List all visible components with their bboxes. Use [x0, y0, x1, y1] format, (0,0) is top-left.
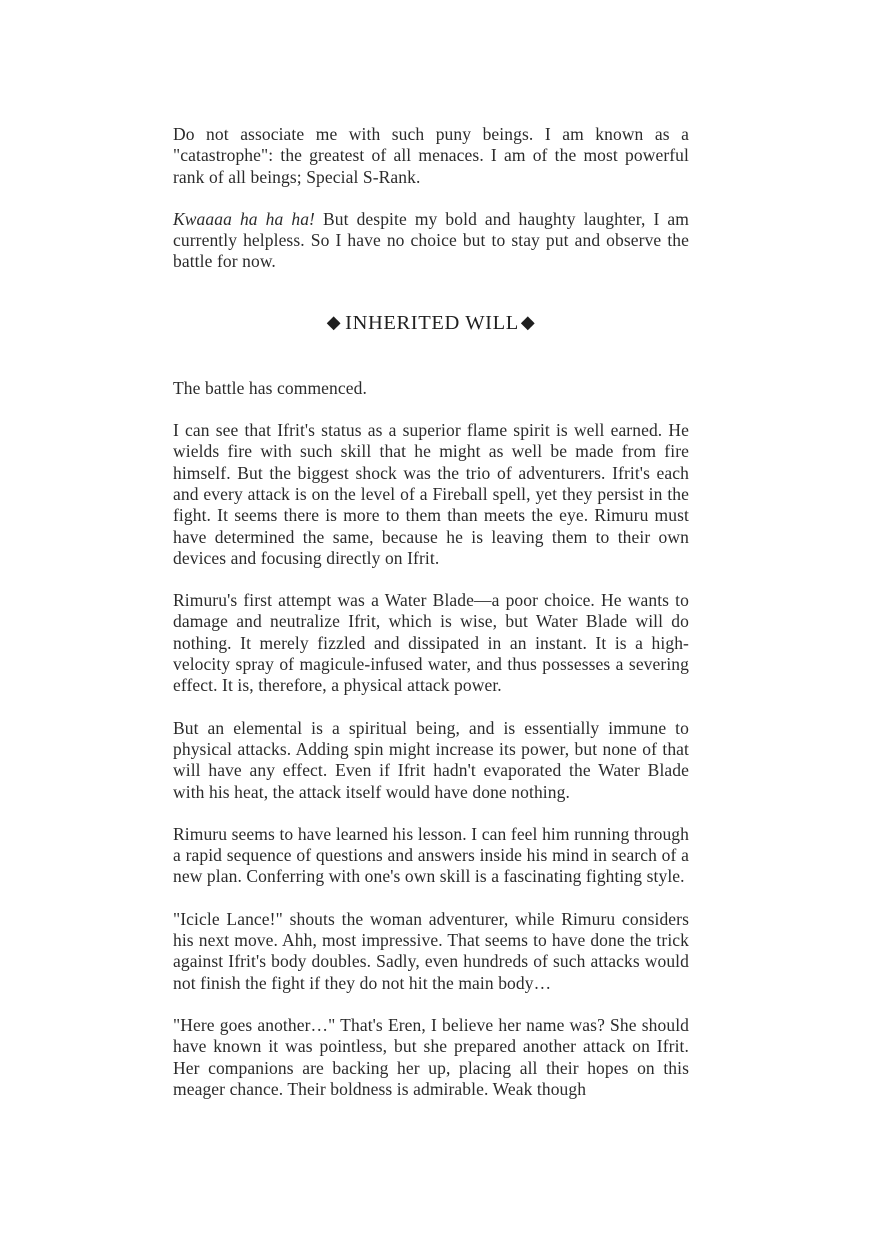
chapter-title: INHERITED WILL — [345, 311, 519, 334]
paragraph: The battle has commenced. — [173, 377, 367, 398]
paragraph: Rimuru seems to have learned his lesson. I can feel him running through a rapid sequence of questions and answers inside his mind in search of a new plan. Conferring with one's own skill is a fascinating fighting style. — [173, 823, 689, 887]
paragraph-text: But despite my bold and haughty laughter, I am currently helpless. So I have no choice but to stay put and observe the battle for now. — [173, 208, 689, 272]
diamond-left-icon: ◆ — [326, 311, 342, 332]
page-text-block — [173, 124, 689, 1121]
paragraph — [173, 209, 689, 273]
chapter-heading — [173, 310, 689, 336]
italic-laughter-text: Kwaaaa ha ha ha! — [173, 208, 315, 229]
paragraph: "Icicle Lance!" shouts the woman adventurer, while Rimuru considers his next move. Ahh, most impressive. That seems to have done the trick against Ifrit's body doubles. Sadly, even hundreds of such attacks would not finish the fight if they do not hit the main body… — [173, 908, 689, 993]
paragraph: "Here goes another…" That's Eren, I believe her name was? She should have known it was pointless, but she prepared another attack on Ifrit. Her companions are backing her up, placing all their hopes on this meager chance. Their boldness is admirable. Weak though — [173, 1014, 689, 1099]
diamond-right-icon: ◆ — [520, 311, 536, 332]
paragraph: Rimuru's first attempt was a Water Blade—a poor choice. He wants to damage and neutralize Ifrit, which is wise, but Water Blade will do nothing. It merely fizzled and dissipated in an instant. It is a high-velocity spray of magicule-infused water, and thus possesses a severing effect. It is, therefore, a physical attack power. — [173, 590, 689, 696]
paragraph: Do not associate me with such puny beings. I am known as a "catastrophe": the greatest of all menaces. I am of the most powerful rank of all beings; Special S-Rank. — [173, 124, 689, 187]
paragraph: I can see that Ifrit's status as a superior flame spirit is well earned. He wields fire with such skill that he might as well be made from fire himself. But the biggest shock was the trio of adventurers. Ifrit's each and every attack is on the level of a Fireball spell, yet they persist in the fight. It seems there is more to them than meets the eye. Rimuru must have determined the same, because he is leaving them to their own devices and focusing directly on Ifrit. — [173, 420, 689, 568]
paragraph: But an elemental is a spiritual being, and is essentially immune to physical attacks. Adding spin might increase its power, but none of that will have any effect. Even if Ifrit hadn't evaporated the Water Blade with his heat, the attack itself would have done nothing. — [173, 717, 689, 802]
